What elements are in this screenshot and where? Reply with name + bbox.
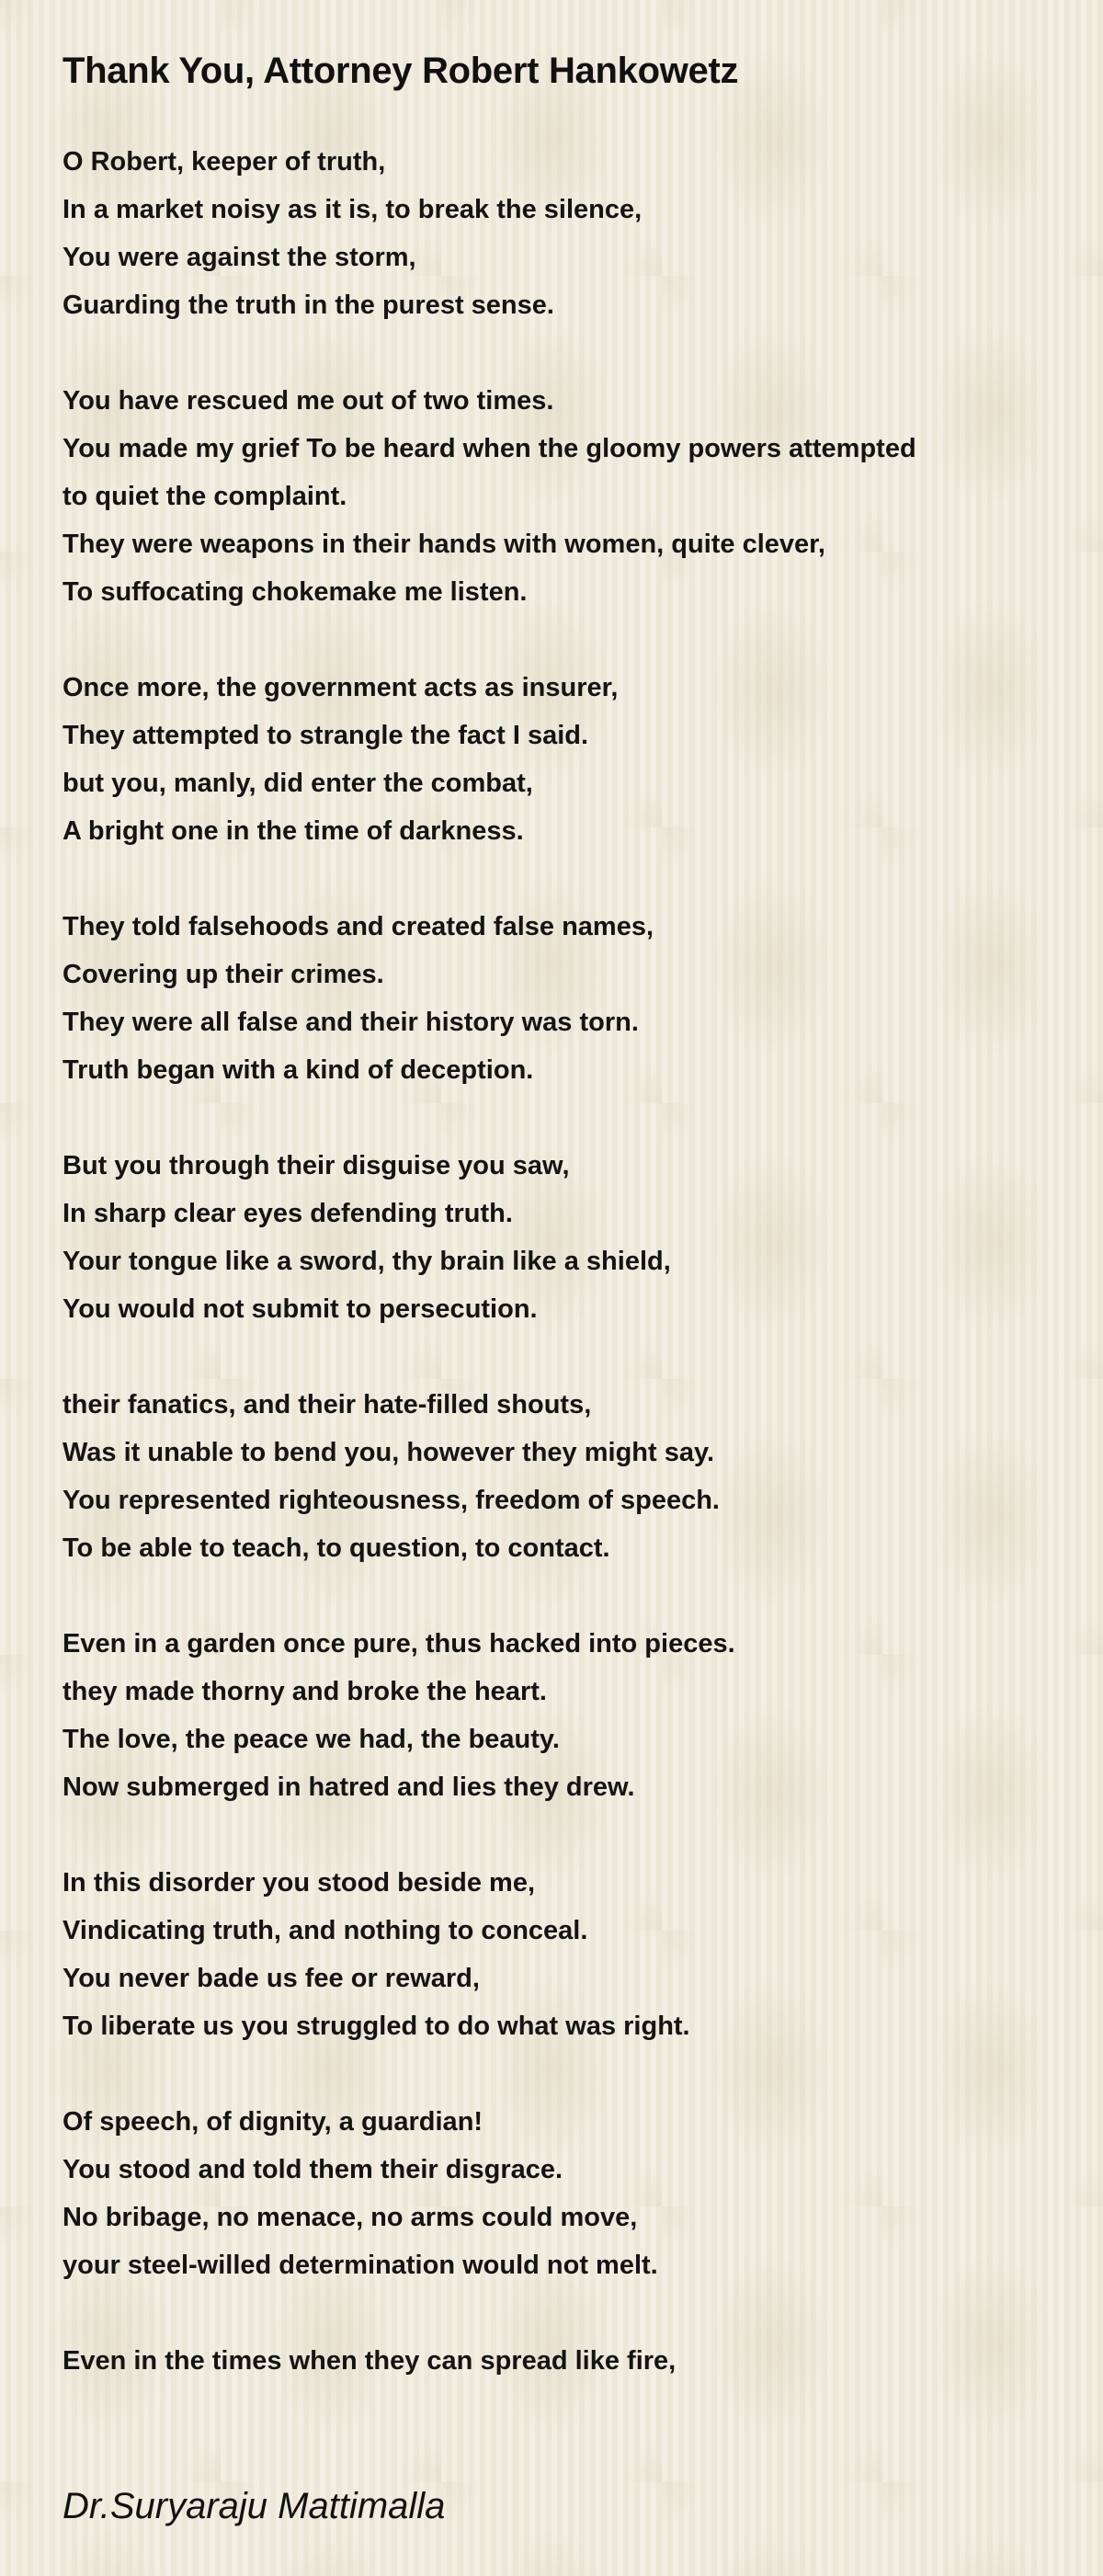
poem-line: You represented righteousness, freedom of speech. [63, 1486, 720, 1515]
poem-line: But you through their disguise you saw, [63, 1151, 570, 1180]
poem-line: You would not submit to persecution. [63, 1294, 538, 1324]
poem-line: but you, manly, did enter the combat, [63, 769, 533, 798]
stanza-7 [63, 1620, 1074, 1811]
poem-line: They were weapons in their hands with women, quite clever, [63, 530, 825, 559]
stanza-8 [63, 1859, 1074, 2050]
poem-line: Now submerged in hatred and lies they drew. [63, 1772, 635, 1802]
poem-line: In sharp clear eyes defending truth. [63, 1199, 513, 1228]
poem-line: In this disorder you stood beside me, [63, 1868, 536, 1898]
stanza-5 [63, 1142, 1074, 1333]
poem-line: You never bade us fee or reward, [63, 1964, 480, 1993]
poem-author: Dr.Suryaraju Mattimalla [63, 2486, 446, 2526]
poem-line: Was it unable to bend you, however they might say. [63, 1438, 714, 1467]
poem-line: your steel-willed determination would not melt. [63, 2251, 658, 2280]
poem-line: Even in the times when they can spread like fire, [63, 2346, 677, 2376]
poem-line: Guarding the truth in the purest sense. [63, 291, 554, 320]
poem-line: to quiet the complaint. [63, 482, 347, 511]
poem-line: O Robert, keeper of truth, [63, 147, 386, 177]
poem-line: No bribage, no menace, no arms could move, [63, 2203, 638, 2232]
poem-line: You made my grief To be heard when the gloomy powers attempted [63, 434, 916, 463]
stanza-2 [63, 377, 1074, 616]
poem-line: They told falsehoods and created false names, [63, 912, 654, 941]
poem-line: To liberate us you struggled to do what was right. [63, 2012, 690, 2041]
poem-line: Your tongue like a sword, thy brain like a shield, [63, 1247, 671, 1276]
poem-line: In a market noisy as it is, to break the silence, [63, 195, 642, 224]
stanza-6 [63, 1381, 1074, 1572]
poem-line: Of speech, of dignity, a guardian! [63, 2107, 483, 2137]
stanza-3 [63, 664, 1074, 855]
poem-title: Thank You, Attorney Robert Hankowetz [63, 51, 739, 91]
poem-line: Even in a garden once pure, thus hacked into pieces. [63, 1629, 735, 1658]
poem-line: To be able to teach, to question, to contact. [63, 1533, 610, 1563]
stanza-4 [63, 903, 1074, 1094]
poem-line: Once more, the government acts as insurer, [63, 673, 619, 702]
poem-line: To suffocating chokemake me listen. [63, 577, 528, 607]
poem-line: They attempted to strangle the fact I said. [63, 721, 589, 750]
poem-line: their fanatics, and their hate-filled shouts, [63, 1390, 592, 1419]
stanza-10 [63, 2337, 1074, 2385]
stanza-1 [63, 138, 1074, 329]
poem-line: You stood and told them their disgrace. [63, 2155, 563, 2184]
poem-line: You have rescued me out of two times. [63, 386, 554, 416]
poem-line: A bright one in the time of darkness. [63, 816, 524, 846]
poem-line: Truth began with a kind of deception. [63, 1055, 534, 1085]
stanza-9 [63, 2098, 1074, 2289]
poem-line: The love, the peace we had, the beauty. [63, 1725, 560, 1754]
poem-line: They were all false and their history was torn. [63, 1008, 639, 1037]
poem-line: You were against the storm, [63, 243, 416, 272]
poem-line: Covering up their crimes. [63, 960, 384, 989]
poem-body [63, 138, 1074, 2433]
poem-line: Vindicating truth, and nothing to conceal. [63, 1916, 588, 1945]
poem-line: they made thorny and broke the heart. [63, 1677, 547, 1706]
